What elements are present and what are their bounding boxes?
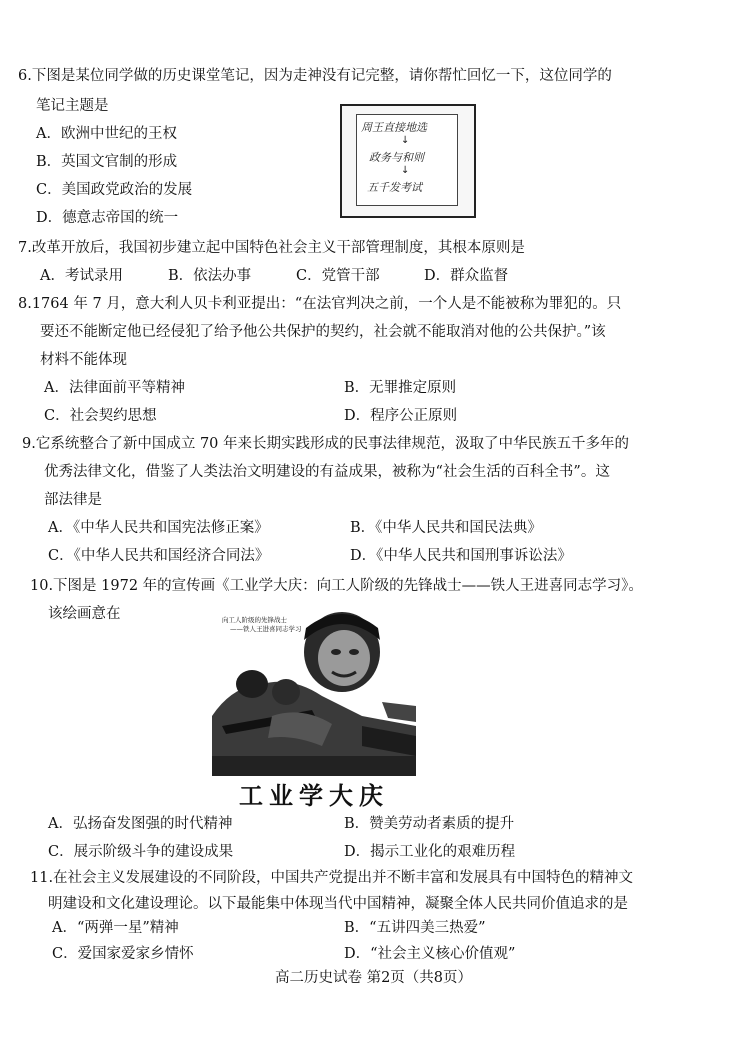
- q8-option-b: B．无罪推定原则: [344, 380, 457, 396]
- q11-option-a: A．“两弹一星”精神: [52, 920, 179, 936]
- q6-notes-image: [340, 104, 476, 218]
- q10-option-c: C．展示阶级斗争的建设成果: [48, 844, 234, 860]
- q8-stem-line1: 8.1764 年 7 月，意大利人贝卡利亚提出：“在法官判决之前，一个人是不能被称为罪犯的。只: [18, 296, 622, 312]
- q10-stem-line1: 10.下图是 1972 年的宣传画《工业学大庆：向工人阶级的先锋战士——铁人王进喜同志学习》。: [30, 578, 643, 594]
- page-footer: 高二历史试卷 第2页（共8页）: [274, 970, 473, 986]
- q6-option-d: D．德意志帝国的统一: [36, 210, 179, 226]
- poster-caption-line2: ——铁人王进喜同志学习: [230, 625, 302, 633]
- q6-note-line3: 五千发考试: [367, 181, 422, 194]
- q9-stem-line1: 9.它系统整合了新中国成立 70 年来长期实践形成的民事法律规范，汲取了中华民族五千多年的: [22, 436, 629, 452]
- q6-option-a: A．欧洲中世纪的王权: [36, 126, 177, 142]
- q6-stem-line1: 6.下图是某位同学做的历史课堂笔记，因为走神没有记完整，请你帮忙回忆一下，这位同学的: [18, 68, 612, 84]
- q6-notes-paper: [356, 114, 458, 206]
- q8-option-d: D．程序公正原则: [344, 408, 458, 424]
- q10-option-d: D．揭示工业化的艰难历程: [344, 844, 516, 860]
- q8-stem-line3: 材料不能体现: [40, 352, 127, 368]
- q10-stem-line2: 该绘画意在: [48, 606, 121, 622]
- poster-caption-line1: 向工人阶级的先锋战士: [222, 616, 287, 624]
- q6-note-line2: 政务与和则: [369, 151, 424, 164]
- q7-option-b: B．依法办事: [168, 268, 252, 284]
- q10-option-a: A．弘扬奋发图强的时代精神: [48, 816, 233, 832]
- q9-option-a: A．《中华人民共和国宪法修正案》: [48, 520, 269, 536]
- q6-note-line1: 周王直接地选: [361, 121, 427, 134]
- q7-stem: 7.改革开放后，我国初步建立起中国特色社会主义干部管理制度，其根本原则是: [18, 240, 525, 256]
- down-arrow-icon: ↓: [401, 135, 410, 146]
- q9-option-b: B．《中华人民共和国民法典》: [350, 520, 542, 536]
- poster-title: 工业学大庆: [239, 782, 389, 810]
- q7-option-a: A．考试录用: [40, 268, 123, 284]
- q9-stem-line3: 部法律是: [44, 492, 102, 508]
- q10-propaganda-poster: [212, 606, 416, 810]
- q6-option-b: B．英国文官制的形成: [36, 154, 178, 170]
- q11-stem-line2: 明建设和文化建设理论。以下最能集中体现当代中国精神，凝聚全体人民共同价值追求的是: [48, 896, 628, 912]
- down-arrow-icon: ↓: [401, 165, 410, 176]
- q8-stem-line2: 要还不能断定他已经侵犯了给予他公共保护的契约，社会就不能取消对他的公共保护。”该: [40, 324, 606, 340]
- q8-option-a: A．法律面前平等精神: [44, 380, 185, 396]
- q6-option-c: C．美国政党政治的发展: [36, 182, 193, 198]
- q10-option-b: B．赞美劳动者素质的提升: [344, 816, 515, 832]
- q9-option-d: D．《中华人民共和国刑事诉讼法》: [350, 548, 572, 564]
- q7-option-c: C．党管干部: [296, 268, 380, 284]
- q11-option-c: C．爱国家爱家乡情怀: [52, 946, 194, 962]
- q9-stem-line2: 优秀法律文化，借鉴了人类法治文明建设的有益成果，被称为“社会生活的百科全书”。这: [44, 464, 610, 480]
- q7-option-d: D．群众监督: [424, 268, 509, 284]
- q9-option-c: C．《中华人民共和国经济合同法》: [48, 548, 270, 564]
- q11-stem-line1: 11.在社会主义发展建设的不同阶段，中国共产党提出并不断丰富和发展具有中国特色的精神文: [30, 870, 634, 886]
- q11-option-d: D．“社会主义核心价值观”: [344, 946, 516, 962]
- q8-option-c: C．社会契约思想: [44, 408, 157, 424]
- q6-stem-line2: 笔记主题是: [36, 98, 109, 114]
- q11-option-b: B．“五讲四美三热爱”: [344, 920, 486, 936]
